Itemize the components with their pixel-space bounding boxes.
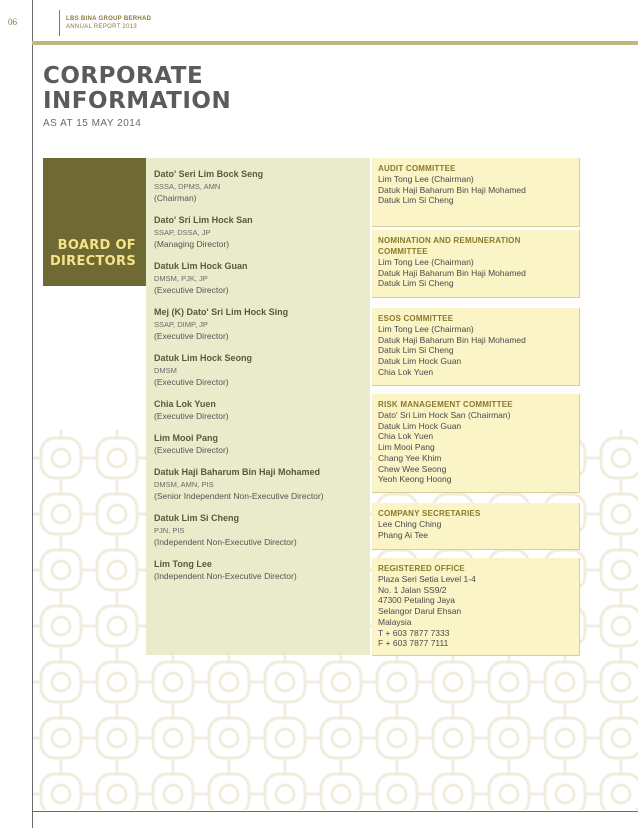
committee-member: Chia Lok Yuen — [378, 431, 434, 442]
committee-member: Datuk Haji Baharum Bin Haji Mohamed — [378, 184, 526, 195]
director-entry — [154, 306, 362, 342]
committee-member: Dato' Sri Lim Hock San (Chairman) — [378, 410, 511, 420]
director-name: Datuk Lim Si Cheng — [154, 513, 240, 523]
committee-member: Lim Mooi Pang — [378, 442, 435, 453]
director-role: (Executive Director) — [154, 377, 229, 387]
committee-member: Datuk Lim Hock Guan — [378, 356, 462, 367]
director-name: Datuk Haji Baharum Bin Haji Mohamed — [154, 467, 321, 477]
nomination-committee-box — [372, 230, 580, 298]
director-role: (Independent Non-Executive Director) — [154, 571, 297, 581]
secretary-name: Phang Ai Tee — [378, 529, 428, 540]
director-entry — [154, 352, 362, 388]
director-role: (Executive Director) — [154, 445, 229, 455]
director-entry — [154, 512, 362, 548]
director-role: (Executive Director) — [154, 411, 229, 421]
board-of-directors-label — [43, 238, 146, 270]
director-name: Datuk Lim Hock Guan — [154, 261, 248, 271]
page-number: 06 — [8, 17, 17, 27]
address-line: No. 1 Jalan SS9/2 — [378, 584, 447, 595]
director-role: (Chairman) — [154, 193, 197, 203]
risk-management-committee-box — [372, 394, 580, 493]
committee-member: Lim Tong Lee (Chairman) — [378, 257, 474, 267]
board-label-line-2: DIRECTORS — [49, 254, 136, 269]
director-role: (Senior Independent Non-Executive Director) — [154, 491, 324, 501]
director-name: Mej (K) Dato' Sri Lim Hock Sing — [154, 307, 289, 317]
company-name: LBS BINA GROUP BERHAD — [66, 16, 152, 22]
director-entry — [154, 214, 362, 250]
title-line-1: CORPORATE — [43, 63, 204, 89]
committee-member: Datuk Haji Baharum Bin Haji Mohamed — [378, 334, 526, 345]
committee-member: Yeoh Keong Hoong — [378, 474, 452, 485]
report-name: ANNUAL REPORT 2013 — [66, 24, 137, 30]
director-awards: SSAP, DSSA, JP — [154, 228, 211, 237]
director-entry — [154, 558, 362, 582]
committee-title: ESOS COMMITTEE — [378, 314, 454, 323]
committee-member: Chia Lok Yuen — [378, 366, 434, 377]
page-title — [43, 64, 231, 114]
board-label-line-1: BOARD OF — [57, 238, 136, 253]
director-role: (Executive Director) — [154, 285, 229, 295]
company-secretaries-box — [372, 503, 580, 550]
as-at-date: AS AT 15 MAY 2014 — [43, 118, 142, 129]
registered-office-box — [372, 558, 580, 656]
committee-member: Lim Tong Lee (Chairman) — [378, 174, 474, 184]
director-awards: DMSM, AMN, PIS — [154, 480, 214, 489]
fax-number: F + 603 7877 7111 — [378, 638, 449, 649]
director-entry — [154, 260, 362, 296]
director-name: Dato' Sri Lim Hock San — [154, 215, 253, 225]
header-separator — [59, 10, 60, 36]
director-name: Chia Lok Yuen — [154, 399, 216, 409]
address-line: 47300 Petaling Jaya — [378, 595, 456, 606]
committee-title: REGISTERED OFFICE — [378, 564, 465, 573]
director-role: (Executive Director) — [154, 331, 229, 341]
director-name: Datuk Lim Hock Seong — [154, 353, 253, 363]
director-awards: DMSM, PJK, JP — [154, 274, 208, 283]
committee-member: Datuk Lim Si Cheng — [378, 195, 454, 206]
director-awards: SSAP, DIMP, JP — [154, 320, 208, 329]
director-entry — [154, 168, 362, 204]
phone-number: T + 603 7877 7333 — [378, 627, 450, 638]
directors-panel — [146, 158, 370, 655]
director-name: Dato' Seri Lim Bock Seng — [154, 169, 264, 179]
header-band — [32, 41, 638, 45]
director-entry — [154, 432, 362, 456]
director-role: (Independent Non-Executive Director) — [154, 537, 297, 547]
bottom-rule — [32, 811, 638, 812]
address-line: Selangor Darul Ehsan — [378, 606, 462, 617]
committee-title: NOMINATION AND REMUNERATION COMMITTEE — [378, 236, 521, 256]
committee-title: RISK MANAGEMENT COMMITTEE — [378, 400, 513, 409]
address-line: Malaysia — [378, 616, 412, 627]
director-awards: SSSA, DPMS, AMN — [154, 182, 221, 191]
title-line-2: INFORMATION — [43, 88, 232, 114]
committee-member: Lim Tong Lee (Chairman) — [378, 324, 474, 334]
director-name: Lim Mooi Pang — [154, 433, 218, 443]
director-awards: DMSM — [154, 366, 177, 375]
secretary-name: Lee Ching Ching — [378, 519, 442, 529]
committee-member: Datuk Haji Baharum Bin Haji Mohamed — [378, 267, 526, 278]
committee-title: COMPANY SECRETARIES — [378, 509, 481, 518]
director-role: (Managing Director) — [154, 239, 230, 249]
committee-member: Datuk Lim Hock Guan — [378, 420, 462, 431]
committee-member: Chew Wee Seong — [378, 463, 447, 474]
committee-member: Datuk Lim Si Cheng — [378, 278, 454, 289]
director-awards: PJN, PIS — [154, 526, 185, 535]
director-entry — [154, 466, 362, 502]
committee-member: Chang Yee Khim — [378, 452, 442, 463]
director-name: Lim Tong Lee — [154, 559, 212, 569]
committee-title: AUDIT COMMITTEE — [378, 164, 456, 173]
esos-committee-box — [372, 308, 580, 386]
address-line: Plaza Seri Setia Level 1-4 — [378, 574, 476, 584]
audit-committee-box — [372, 158, 580, 227]
committee-member: Datuk Lim Si Cheng — [378, 345, 454, 356]
director-entry — [154, 398, 362, 422]
